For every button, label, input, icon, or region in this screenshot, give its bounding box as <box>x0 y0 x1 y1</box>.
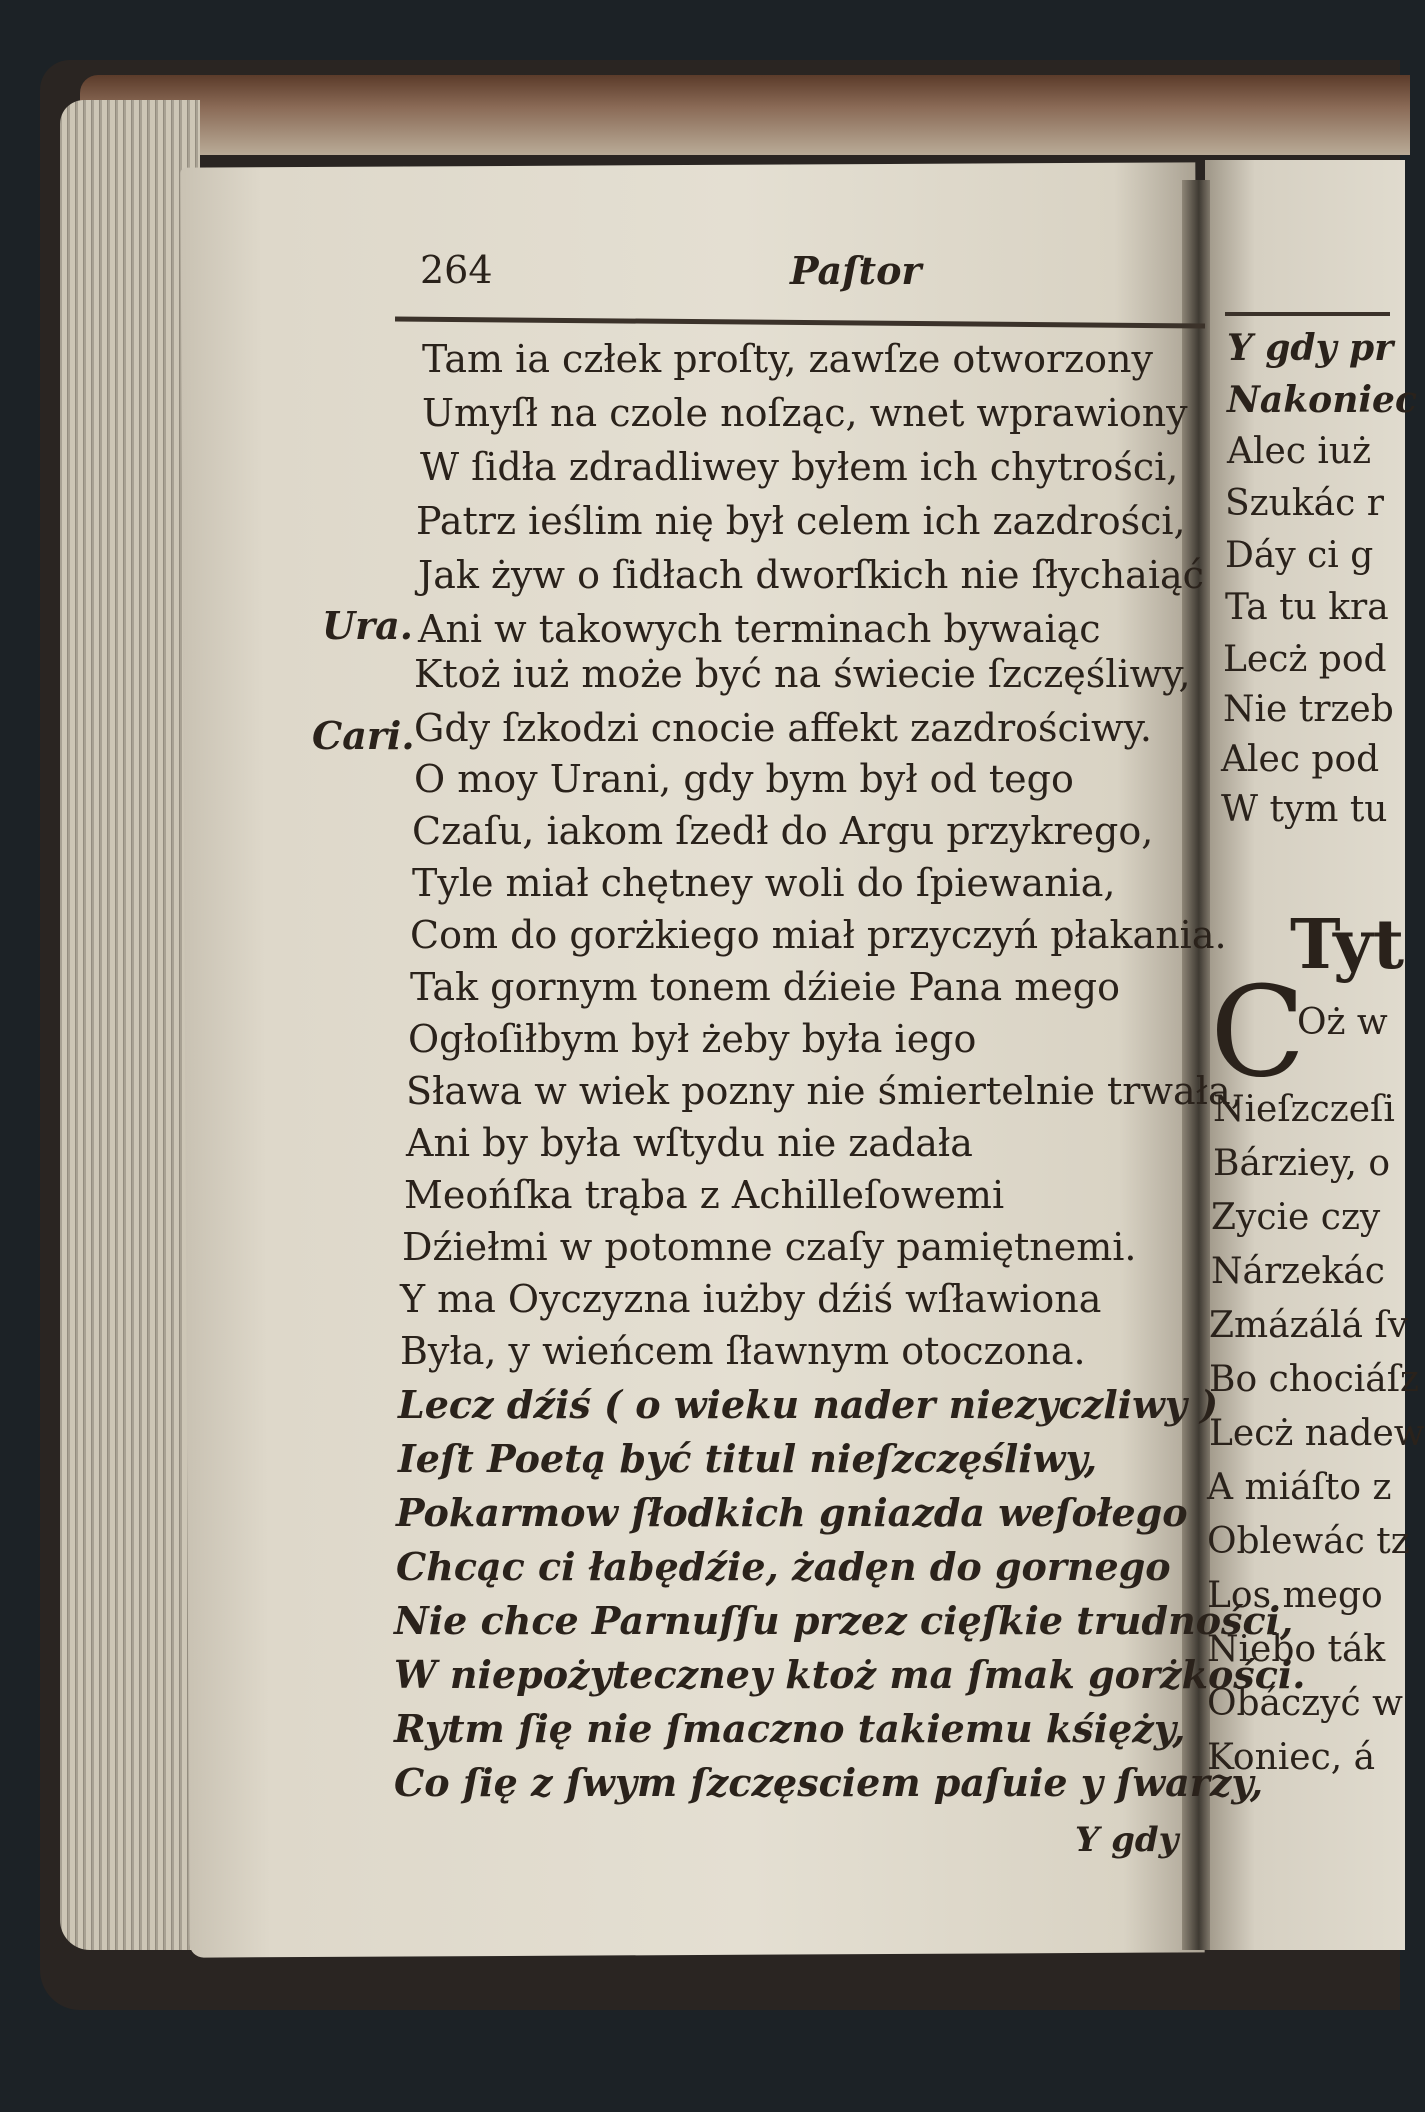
catchword: Y gdy <box>1075 1820 1179 1860</box>
verse-line: Alec iuż <box>1227 431 1372 472</box>
verse-line: Meońſka trąba z Achilleſowemi <box>404 1173 1005 1217</box>
verse-line: Chcąc ci łabędźie, żadęn do gornego <box>396 1544 1171 1589</box>
verse-line: Nakoniec <box>1227 379 1417 421</box>
verse-line: Gdy ſzkodzi cnocie affekt zazdrościwy. <box>414 706 1152 750</box>
verse-line: Lecż nadew <box>1209 1413 1425 1454</box>
verse-line: O moy Urani, gdy bym był od tego <box>414 757 1074 801</box>
verse-line: Ani by była wſtydu nie zadała <box>406 1121 973 1165</box>
verse-line: Zmázálá ſv <box>1209 1305 1409 1346</box>
verse-line: Dáy ci g <box>1225 535 1374 576</box>
verse-line: Była, y wieńcem ſławnym otoczona. <box>400 1329 1086 1373</box>
verse-line: Y gdy pr <box>1227 327 1394 369</box>
section-title: Tyt <box>1290 905 1405 985</box>
verse-line: Tam ia człek proſty, zawſze otworzony <box>422 337 1153 381</box>
verse-line: Oblewác tz <box>1207 1521 1410 1562</box>
verse-line: Niebo ták <box>1207 1629 1386 1670</box>
verse-line: Zycie czy <box>1211 1197 1381 1238</box>
verse-line: Ktoż iuż może być na świecie ſzczęśliwy, <box>414 652 1191 696</box>
verse-line: Patrz ieślim nię był celem ich zazdrości, <box>416 499 1186 543</box>
running-head: Paſtor <box>790 248 922 293</box>
verse-line: Ieſt Poetą być titul nieſzczęśliwy, <box>398 1436 1098 1481</box>
verse-line: Co ſię z ſwym ſzczęsciem paſuie y ſwarzy, <box>394 1760 1264 1805</box>
right-page-section <box>1205 160 1425 1950</box>
verse-line: Lecż pod <box>1223 639 1387 680</box>
verse-line: A miáſto z <box>1207 1467 1392 1508</box>
verse-line: Nie chce Parnuſſu przez cięſkie trudności, <box>394 1598 1294 1643</box>
verse-line: Rytm ſię nie ſmaczno takiemu kśięży, <box>394 1706 1186 1751</box>
verse-line: Bo chociáſz <box>1209 1359 1420 1400</box>
verse-line: Obáczyć w <box>1207 1683 1403 1724</box>
page-number: 264 <box>420 248 493 292</box>
verse-line: Ogłoſiłbym był żeby była iego <box>408 1017 977 1061</box>
verse-line: Oż w <box>1297 1002 1388 1043</box>
verse-line: Bárziey, o <box>1213 1143 1391 1184</box>
verse-line: Lecz dźiś ( o wieku nader niezyczliwy ) <box>398 1382 1219 1427</box>
verse-line: Nárzekác <box>1211 1251 1385 1292</box>
verse-line: Pokarmow ſłodkich gniazda weſołego <box>396 1490 1188 1535</box>
verse-line: Tak gornym tonem dźieie Pana mego <box>410 965 1120 1009</box>
verse-line: Szukác r <box>1225 483 1384 524</box>
verse-line: Czaſu, iakom ſzedł do Argu przykrego, <box>412 809 1154 853</box>
verse-line: Alec pod <box>1221 739 1380 780</box>
verse-line: Nie trzeb <box>1223 689 1394 730</box>
verse-line: W niepożyteczney ktoż ma ſmak gorżkości. <box>394 1652 1306 1697</box>
verse-line: W ſidła zdradliwey byłem ich chytrości, <box>420 445 1179 489</box>
verse-line: Los mego <box>1207 1575 1383 1616</box>
verse-line: Ta tu kra <box>1225 587 1389 628</box>
verse-line: Nieſzczeſi <box>1213 1089 1395 1130</box>
verse-line: Koniec, á <box>1207 1737 1376 1778</box>
verse-line: Tyle miał chętney woli do ſpiewania, <box>412 861 1116 905</box>
drop-cap: C <box>1210 960 1306 1105</box>
speaker-label: Ura. <box>322 603 414 648</box>
verse-line: Dźiełmi w potomne czaſy pamiętnemi. <box>402 1225 1137 1269</box>
speaker-label: Cari. <box>312 713 415 758</box>
verse-line: W tym tu <box>1221 789 1388 830</box>
page-edges <box>60 100 200 1950</box>
book-top-edge <box>80 75 1410 155</box>
verse-line: Y ma Oyczyzna iużby dźiś wſławiona <box>400 1277 1102 1321</box>
verse-line: Ani w takowych terminach bywaiąc <box>418 607 1101 651</box>
verse-line: Umyſł na czole noſząc, wnet wprawiony <box>422 391 1188 435</box>
verse-line: Jak żyw o ſidłach dworſkich nie ſłychaiąć <box>418 553 1204 597</box>
verse-line: Com do gorżkiego miał przyczyń płakania. <box>410 913 1227 957</box>
verse-line: Sława w wiek pozny nie śmiertelnie trwała, <box>406 1069 1243 1113</box>
